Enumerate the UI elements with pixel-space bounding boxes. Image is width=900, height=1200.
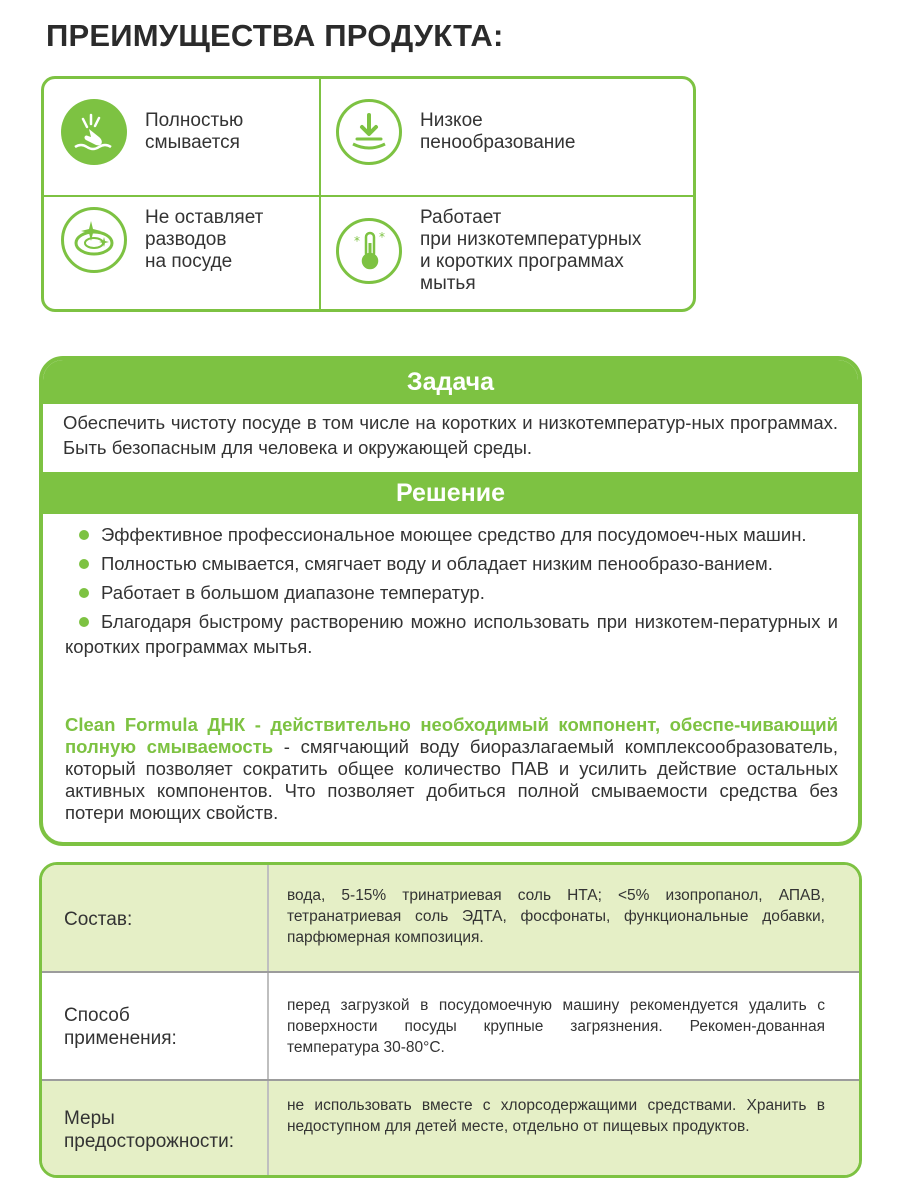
bullet-text: Эффективное профессиональное моющее средство для посудомоеч-ных машин.	[101, 524, 807, 545]
advantage-text: Работает при низкотемпературных и коротких программах мытья	[420, 207, 642, 294]
row-label: Меры предосторожности:	[64, 1107, 234, 1152]
tap-hand-icon	[61, 99, 127, 165]
bullet-dot	[79, 617, 89, 627]
page-title: ПРЕИМУЩЕСТВА ПРОДУКТА:	[46, 18, 504, 53]
advantage-text: Полностью смывается	[145, 110, 244, 153]
task-solution-panel	[39, 356, 862, 846]
clean-formula-text: - смягчающий воду биоразлагаемый комплексообразователь, который позволяет сократить общее количество ПАВ и усилить действие остальных активных компонентов. Что позволяет добиться полной смываемости средства без потери моющих свойств.	[65, 736, 839, 823]
thermometer-snow-icon	[336, 218, 402, 284]
bullet-dot	[79, 588, 89, 598]
advantages-grid	[41, 76, 696, 312]
list-item	[65, 551, 838, 576]
row-label: Состав:	[64, 908, 133, 930]
task-heading: Задача	[43, 360, 858, 404]
column-divider	[267, 1081, 269, 1178]
bullet-dot	[79, 559, 89, 569]
bullet-dot	[79, 530, 89, 540]
low-foam-icon	[336, 99, 402, 165]
advantage-text: Не оставляет разводов на посуде	[145, 207, 264, 272]
table-row	[42, 1081, 859, 1178]
solution-heading: Решение	[43, 472, 858, 514]
advantage-low-foam	[336, 99, 575, 165]
table-row	[42, 973, 859, 1081]
bullet-text: Работает в большом диапазоне температур.	[101, 582, 485, 603]
advantage-low-temp	[336, 207, 641, 295]
clean-formula-paragraph	[65, 714, 838, 824]
advantage-text: Низкое пенообразование	[420, 110, 576, 153]
list-item	[65, 580, 838, 605]
sparkle-plate-icon	[61, 207, 127, 273]
row-value: перед загрузкой в посудомоечную машину рекомендуется удалить с поверхности посуды крупные загрязнения. Рекомен-дованная температура 30-80°С.	[287, 997, 825, 1056]
column-divider	[267, 865, 269, 973]
list-item	[65, 522, 838, 547]
bullet-text: Благодаря быстрому растворению можно использовать при низкотем-пературных и коротких программах мытья.	[65, 611, 838, 657]
row-value: не использовать вместе с хлорсодержащими средствами. Хранить в недоступном для детей месте, отдельно от пищевых продуктов.	[287, 1097, 825, 1135]
svg-text:*: *	[354, 234, 360, 248]
row-label: Способ применения:	[64, 1005, 177, 1049]
row-value: вода, 5-15% тринатриевая соль НТА; <5% изопропанол, АПАВ, тетранатриевая соль ЭДТА, фосфонаты, функциональные добавки, парфюмерная композиция.	[287, 887, 825, 946]
task-text: Обеспечить чистоту посуде в том числе на коротких и низкотемператур-ных программах. Быть безопасным для человека и окружающей среды.	[63, 412, 838, 458]
advantage-rinses	[61, 99, 243, 165]
solution-list	[65, 522, 838, 663]
svg-text:*: *	[379, 230, 385, 244]
clean-formula-highlight: Clean Formula ДНК - действительно необходимый компонент, обеспе-чивающий полную смываемость	[65, 714, 838, 757]
column-divider	[267, 973, 269, 1081]
grid-divider-vertical	[319, 79, 321, 309]
bullet-text: Полностью смывается, смягчает воду и обладает низким пенообразо-ванием.	[101, 553, 773, 574]
grid-divider-horizontal	[44, 195, 693, 197]
advantage-no-streaks	[61, 207, 263, 273]
product-info-table	[39, 862, 862, 1178]
list-item	[65, 609, 838, 659]
table-row	[42, 865, 859, 973]
